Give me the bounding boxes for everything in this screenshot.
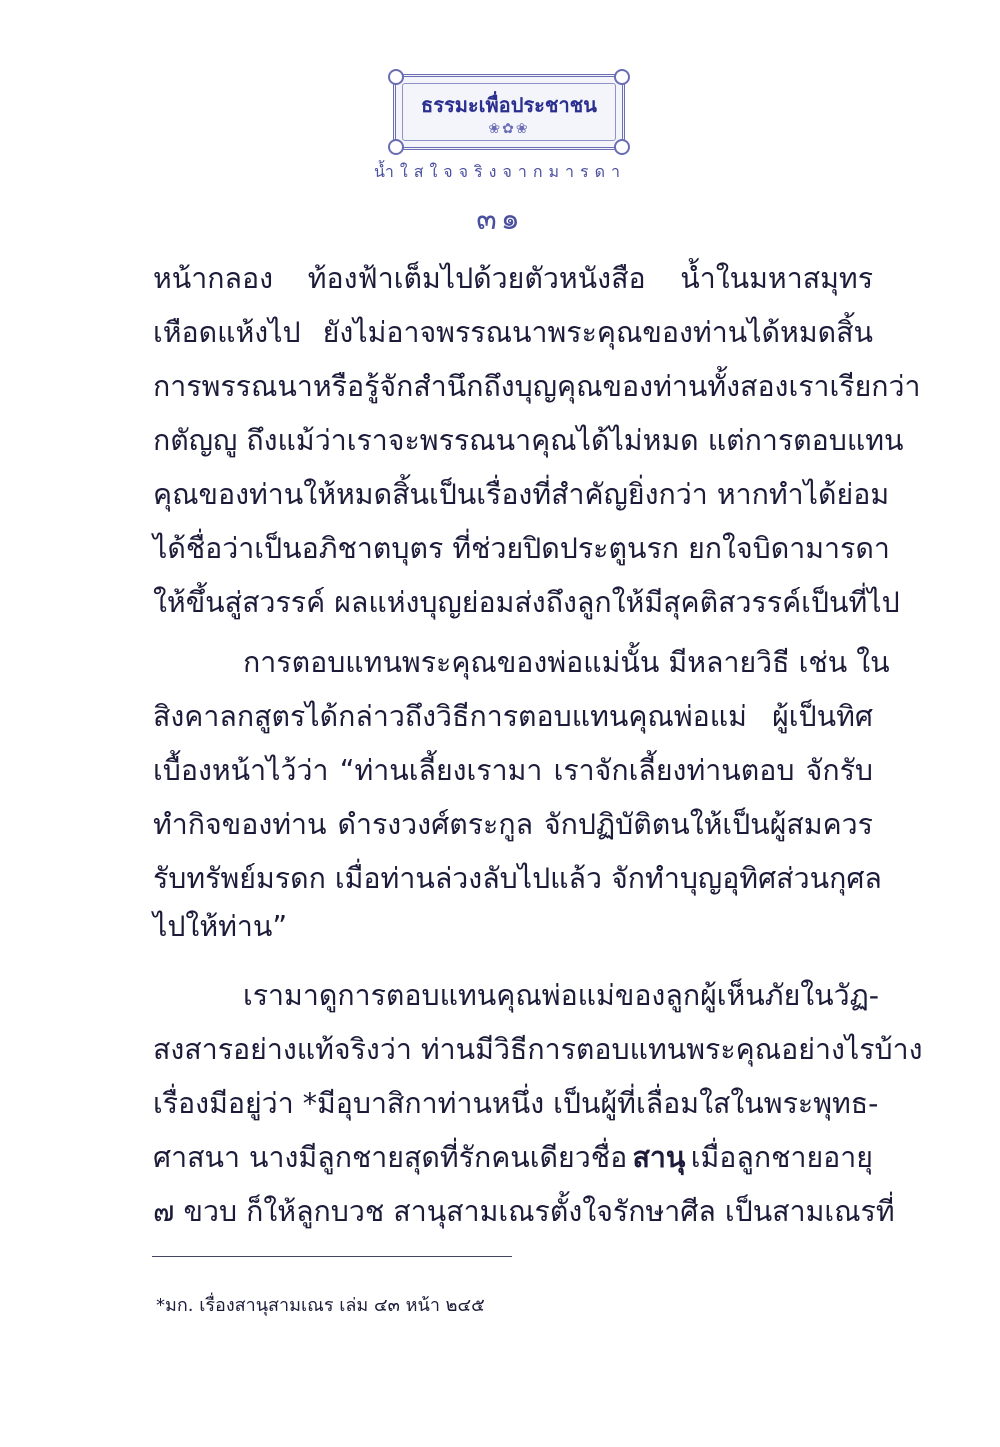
logo-corner-ornament (388, 69, 404, 85)
name-emphasis: สานุ (632, 1141, 686, 1174)
body-text-line: สงสารอย่างแท้จริงว่า ท่านมีวิธีการตอบแทนพระคุณอย่างไรบ้าง (153, 1033, 923, 1066)
body-text-line: ๗ ขวบ ก็ให้ลูกบวช สานุสามเณรตั้งใจรักษาศีล เป็นสามเณรที่ (153, 1195, 895, 1228)
body-text-segment: ศาสนา นางมีลูกชายสุดที่รักคนเดียวชื่อ (153, 1141, 628, 1174)
body-text-line: ทำกิจของท่าน ดำรงวงศ์ตระกูล จักปฏิบัติตนให้เป็นผู้สมควร (153, 808, 873, 841)
body-text-line: ให้ขึ้นสู่สวรรค์ ผลแห่งบุญย่อมส่งถึงลูกให้มีสุคติสวรรค์เป็นที่ไป (153, 586, 900, 619)
body-text-line: ได้ชื่อว่าเป็นอภิชาตบุตร ที่ช่วยปิดประตูนรก ยกใจบิดามารดา (153, 532, 890, 565)
logo-flourish-icon: ❀✿❀ (488, 121, 530, 137)
body-text-line: การตอบแทนพระคุณของพ่อแม่นั้น มีหลายวิธี เช่น ใน (243, 646, 890, 679)
body-text-line: หน้ากลอง ท้องฟ้าเต็มไปด้วยตัวหนังสือ น้ำในมหาสมุทร (153, 262, 873, 295)
footnote: *มก. เรื่องสานุสามเณร เล่ม ๔๓ หน้า ๒๔๕ (156, 1295, 485, 1316)
body-text-line: เรามาดูการตอบแทนคุณพ่อแม่ของลูกผู้เห็นภัยในวัฏ- (243, 979, 880, 1012)
logo-corner-ornament (388, 139, 404, 155)
body-text-line: รับทรัพย์มรดก เมื่อท่านล่วงลับไปแล้ว จักทำบุญอุทิศส่วนกุศล (153, 862, 882, 895)
body-text-line: การพรรณนาหรือรู้จักสำนึกถึงบุญคุณของท่านทั้งสองเราเรียกว่า (153, 370, 921, 403)
running-header-title: น้ำใสใจจริงจากมารดา (373, 162, 626, 181)
logo-corner-ornament (614, 139, 630, 155)
footnote-divider (152, 1256, 512, 1257)
body-text-line: สิงคาลกสูตรได้กล่าวถึงวิธีการตอบแทนคุณพ่อแม่ ผู้เป็นทิศ (153, 700, 873, 733)
body-text-line: เหือดแห้งไป ยังไม่อาจพรรณนาพระคุณของท่านได้หมดสิ้น (153, 316, 873, 349)
book-series-logo (393, 74, 625, 150)
body-text-line: เบื้องหน้าไว้ว่า “ท่านเลี้ยงเรามา เราจักเลี้ยงท่านตอบ จักรับ (153, 754, 873, 787)
body-text-line: ไปให้ท่าน” (153, 910, 288, 943)
body-text-line: คุณของท่านให้หมดสิ้นเป็นเรื่องที่สำคัญยิ่งกว่า หากทำได้ย่อม (153, 478, 890, 511)
body-text-line: เรื่องมีอยู่ว่า *มีอุบาสิกาท่านหนึ่ง เป็นผู้ที่เลื่อมใสในพระพุทธ- (153, 1087, 879, 1120)
body-text-line: กตัญญู ถึงแม้ว่าเราจะพรรณนาคุณได้ไม่หมด แต่การตอบแทน (153, 424, 904, 457)
logo-text: ธรรมะเพื่อประชาชน (421, 93, 597, 117)
body-text-line (153, 1138, 873, 1178)
body-text-segment: เมื่อลูกชายอายุ (690, 1141, 873, 1174)
logo-corner-ornament (614, 69, 630, 85)
page-number: ๓๑ (476, 202, 524, 237)
